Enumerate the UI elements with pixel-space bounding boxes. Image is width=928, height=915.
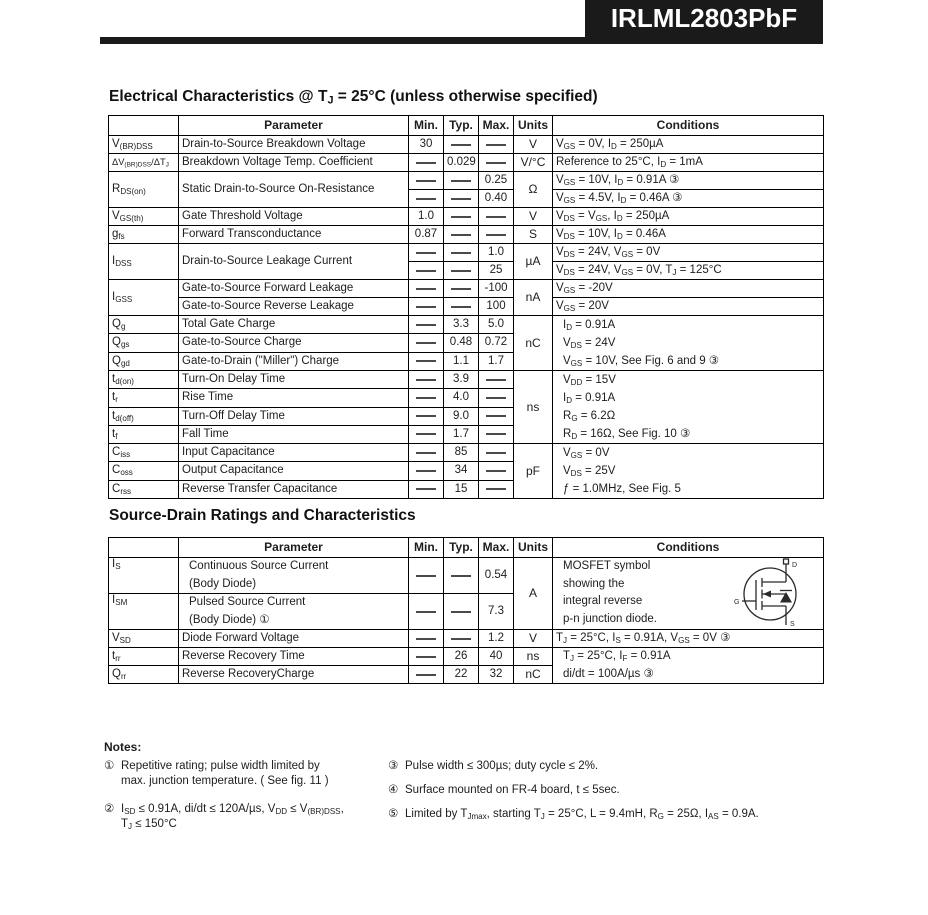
cell-line: $R_G = 6.2\Omega$ <box>563 410 616 423</box>
cell-num <box>409 444 444 462</box>
cell-num <box>409 334 444 352</box>
cell-num: 4.0 <box>444 389 479 407</box>
cell-unit: pF <box>514 444 553 499</box>
cell-par: Input Capacitance <box>179 444 409 462</box>
no-value-dash <box>486 415 506 417</box>
no-value-dash <box>416 433 436 435</box>
cell-num <box>409 172 444 190</box>
cell-line: $V_{GS} = 10V$, See Fig. 6 and 9 ③ <box>563 355 720 368</box>
table-row <box>109 208 824 226</box>
cell-num: 9.0 <box>444 407 479 425</box>
cell-num <box>444 630 479 648</box>
cell-num: 0.48 <box>444 334 479 352</box>
no-value-dash <box>451 198 471 200</box>
cell-sym: $g_{fs}$ <box>109 226 179 244</box>
cell-unit: V <box>514 136 553 154</box>
cell-line: $T_J = 25^\circ C$, $I_F = 0.91A$ <box>563 650 671 663</box>
no-value-dash <box>486 397 506 399</box>
cell-cond <box>553 558 824 630</box>
cell-sym: $\Delta V_{(BR)DSS}/\Delta T_J$ <box>109 154 179 172</box>
no-value-dash <box>451 180 471 182</box>
cell-par: Gate-to-Source Forward Leakage <box>179 280 409 298</box>
no-value-dash <box>451 234 471 236</box>
footnote-line: $I_{SD} \le 0.91A$, di/dt ≤ 120A/µs, $V_{DD} \le V_{(BR)DSS}$, <box>121 803 344 816</box>
cell-sym: $C_{rss}$ <box>109 480 179 498</box>
cell-num <box>444 280 479 298</box>
footnote <box>388 807 858 822</box>
cell-cond: Reference to 25°C, $I_D = 1mA$ <box>553 154 824 172</box>
cell-num: 5.0 <box>479 316 514 334</box>
footnote-text <box>121 759 329 789</box>
no-value-dash <box>416 360 436 362</box>
mosfet-gate-label: G <box>734 599 740 606</box>
cell-par: Rise Time <box>179 389 409 407</box>
table-row <box>109 298 824 316</box>
no-value-dash <box>416 306 436 308</box>
cell-cond: $V_{GS} = 4.5V$, $I_D = 0.46A$ ③ <box>553 190 824 208</box>
cell-num <box>479 154 514 172</box>
cell-line: di/dt = 100A/µs ③ <box>563 667 654 680</box>
no-value-dash <box>451 638 471 640</box>
footnote-line: Surface mounted on FR-4 board, t ≤ 5sec. <box>405 784 620 796</box>
cell-num <box>479 425 514 443</box>
no-value-dash <box>416 415 436 417</box>
cell-line: $V_{DS} = 25V$ <box>563 465 616 478</box>
table-row <box>109 444 824 462</box>
footnote <box>388 759 858 774</box>
table-row <box>109 136 824 154</box>
no-value-dash <box>416 252 436 254</box>
table-row <box>109 244 824 262</box>
cell-num: 0.87 <box>409 226 444 244</box>
header-rule <box>100 37 823 44</box>
footnote <box>388 783 858 798</box>
cell-num <box>444 172 479 190</box>
column-header: Max. <box>479 538 514 558</box>
cell-sym: $t_{rr}$ <box>109 648 179 666</box>
cell-sym: $t_f$ <box>109 425 179 443</box>
cell-num <box>479 389 514 407</box>
no-value-dash <box>416 575 436 577</box>
section-title-electrical: Electrical Characteristics @ $T_J = 25^\circ C$ (unless otherwise specified) <box>109 88 598 107</box>
cell-line: $V_{DD} = 15V$ <box>563 374 616 387</box>
no-value-dash <box>416 342 436 344</box>
column-header: Units <box>514 538 553 558</box>
no-value-dash <box>451 611 471 613</box>
cell-line: (Body Diode) <box>189 577 257 590</box>
cell-num: 3.3 <box>444 316 479 334</box>
no-value-dash <box>416 611 436 613</box>
table-row <box>109 316 824 334</box>
table-row <box>109 558 824 594</box>
cell-line: ƒ = 1.0MHz, See Fig. 5 <box>563 483 681 495</box>
cell-unit: nC <box>514 666 553 684</box>
cell-line: $V_{GS} = 0V$ <box>563 447 610 460</box>
cell-par: Forward Transconductance <box>179 226 409 244</box>
cell-num: -100 <box>479 280 514 298</box>
cell-num <box>409 154 444 172</box>
mosfet-symbol-icon <box>730 558 818 628</box>
column-header: Conditions <box>553 538 824 558</box>
footnote-line: $T_J \le 150^\circ C$ <box>121 818 177 831</box>
cell-line: p-n junction diode. <box>563 612 657 625</box>
no-value-dash <box>486 433 506 435</box>
no-value-dash <box>486 234 506 236</box>
footnote-text <box>121 802 344 832</box>
cell-sym: $V_{GS(th)}$ <box>109 208 179 226</box>
notes-column-left <box>104 759 404 845</box>
footnote-line: Repetitive rating; pulse width limited by <box>121 760 320 772</box>
cell-num: 1.2 <box>479 630 514 648</box>
cell-sym: $I_{GSS}$ <box>109 280 179 316</box>
column-header: Min. <box>409 538 444 558</box>
column-header: Max. <box>479 116 514 136</box>
cell-cond: $V_{GS} = 20V$ <box>553 298 824 316</box>
cell-num: 1.7 <box>444 425 479 443</box>
no-value-dash <box>486 379 506 381</box>
cell-num: 34 <box>444 462 479 480</box>
cell-num <box>444 136 479 154</box>
cell-num <box>444 226 479 244</box>
cell-num: 22 <box>444 666 479 684</box>
cell-cond: $V_{GS} = 10V$, $I_D = 0.91A$ ③ <box>553 172 824 190</box>
cell-par: Gate-to-Drain ("Miller") Charge <box>179 352 409 370</box>
cell-num <box>409 316 444 334</box>
footnote-number: ④ <box>388 784 399 796</box>
cell-num: 0.029 <box>444 154 479 172</box>
cell-num <box>409 190 444 208</box>
cell-num: 40 <box>479 648 514 666</box>
cell-num <box>409 648 444 666</box>
source-drain-table <box>108 537 824 684</box>
cell-par: Fall Time <box>179 425 409 443</box>
cell-num <box>444 208 479 226</box>
cell-sym: $I_S$ <box>109 558 179 594</box>
cell-unit: A <box>514 558 553 630</box>
footnote-line: max. junction temperature. ( See fig. 11 ) <box>121 775 329 787</box>
cell-unit: S <box>514 226 553 244</box>
cell-num <box>479 208 514 226</box>
cell-par: Gate-to-Source Reverse Leakage <box>179 298 409 316</box>
cell-num <box>479 444 514 462</box>
cell-num <box>409 666 444 684</box>
cell-num: 30 <box>409 136 444 154</box>
column-header: Typ. <box>444 538 479 558</box>
cell-num <box>479 371 514 389</box>
cell-par: Turn-On Delay Time <box>179 371 409 389</box>
mosfet-drain-label: D <box>792 562 798 569</box>
cell-num <box>409 298 444 316</box>
table-row <box>109 630 824 648</box>
cell-unit: V <box>514 630 553 648</box>
cell-unit: ns <box>514 648 553 666</box>
cell-num: 32 <box>479 666 514 684</box>
cell-num <box>409 594 444 630</box>
no-value-dash <box>416 638 436 640</box>
cell-sym: $V_{SD}$ <box>109 630 179 648</box>
footnote-line: Limited by $T_{Jmax}$, starting $T_J = 25^\circ C$, L = 9.4mH, $R_G = 25\Omega$, $I_{AS} = 0.9A$. <box>405 808 759 821</box>
cell-par <box>179 594 409 630</box>
cell-unit: V/°C <box>514 154 553 172</box>
no-value-dash <box>451 306 471 308</box>
cell-num <box>479 136 514 154</box>
cell-cond <box>553 371 824 444</box>
cell-num: 1.1 <box>444 352 479 370</box>
cell-sym: $Q_{gs}$ <box>109 334 179 352</box>
cell-sym: $Q_{rr}$ <box>109 666 179 684</box>
cell-num <box>409 262 444 280</box>
column-header <box>109 538 179 558</box>
cell-sym: $R_{DS(on)}$ <box>109 172 179 208</box>
cell-num: 7.3 <box>479 594 514 630</box>
table-header-row <box>109 116 824 136</box>
cell-num: 1.0 <box>409 208 444 226</box>
cell-par: Diode Forward Voltage <box>179 630 409 648</box>
cell-num <box>409 558 444 594</box>
mosfet-source-label: S <box>790 621 795 628</box>
cell-num <box>444 244 479 262</box>
cell-sym: $t_{d(on)}$ <box>109 371 179 389</box>
cell-par: Reverse RecoveryCharge <box>179 666 409 684</box>
cell-num: 25 <box>479 262 514 280</box>
cell-num: 26 <box>444 648 479 666</box>
cell-cond: $V_{DS} = 24V$, $V_{GS} = 0V$ <box>553 244 824 262</box>
cell-num <box>444 594 479 630</box>
cell-line: MOSFET symbol <box>563 560 651 572</box>
table-row <box>109 172 824 190</box>
no-value-dash <box>451 144 471 146</box>
no-value-dash <box>451 288 471 290</box>
cell-num: 100 <box>479 298 514 316</box>
cell-sym: $t_r$ <box>109 389 179 407</box>
cell-sym: $C_{oss}$ <box>109 462 179 480</box>
cell-sym: $t_{d(off)}$ <box>109 407 179 425</box>
cell-unit: µA <box>514 244 553 280</box>
cell-line: $V_{DS} = 24V$ <box>563 337 616 350</box>
cell-num: 0.25 <box>479 172 514 190</box>
cell-sym: $Q_{gd}$ <box>109 352 179 370</box>
cell-num <box>479 462 514 480</box>
no-value-dash <box>486 488 506 490</box>
cell-line: $I_D = 0.91A$ <box>563 319 616 332</box>
table-header-row <box>109 538 824 558</box>
cell-unit: nC <box>514 316 553 371</box>
cell-num <box>444 262 479 280</box>
cell-num: 1.7 <box>479 352 514 370</box>
cell-num <box>409 280 444 298</box>
cell-par: Turn-Off Delay Time <box>179 407 409 425</box>
cell-num: 1.0 <box>479 244 514 262</box>
no-value-dash <box>451 252 471 254</box>
footnote-number: ③ <box>388 760 399 772</box>
no-value-dash <box>416 198 436 200</box>
cell-num: 85 <box>444 444 479 462</box>
table-row <box>109 371 824 389</box>
column-header <box>109 116 179 136</box>
no-value-dash <box>416 452 436 454</box>
cell-num: 0.72 <box>479 334 514 352</box>
cell-num <box>479 407 514 425</box>
cell-line: integral reverse <box>563 595 643 607</box>
cell-cond: $T_J = 25^\circ C$, $I_S = 0.91A$, $V_{GS} = 0V$ ③ <box>553 630 824 648</box>
cell-num <box>409 480 444 498</box>
no-value-dash <box>416 379 436 381</box>
cell-line: Pulsed Source Current <box>189 596 306 608</box>
cell-num: 15 <box>444 480 479 498</box>
part-number-box <box>585 0 823 37</box>
cell-num <box>409 389 444 407</box>
column-header: Min. <box>409 116 444 136</box>
cell-cond <box>553 316 824 371</box>
no-value-dash <box>416 288 436 290</box>
cell-num <box>409 407 444 425</box>
cell-num <box>444 298 479 316</box>
notes-title: Notes: <box>104 740 142 754</box>
cell-unit: ns <box>514 371 553 444</box>
cell-line: (Body Diode) ① <box>189 613 270 626</box>
column-header: Typ. <box>444 116 479 136</box>
no-value-dash <box>416 397 436 399</box>
cell-cond <box>553 648 824 684</box>
cell-num <box>444 190 479 208</box>
cell-par: Static Drain-to-Source On-Resistance <box>179 172 409 208</box>
no-value-dash <box>416 656 436 658</box>
cell-cond <box>553 444 824 499</box>
cell-line: Continuous Source Current <box>189 560 329 572</box>
cell-cond: $V_{DS} = V_{GS}$, $I_D = 250\mu A$ <box>553 208 824 226</box>
column-header: Parameter <box>179 116 409 136</box>
cell-par: Total Gate Charge <box>179 316 409 334</box>
cell-num <box>409 244 444 262</box>
cell-line: $R_D = 16\Omega$, See Fig. 10 ③ <box>563 428 691 441</box>
footnote <box>104 802 404 832</box>
footnote-number: ② <box>104 803 115 815</box>
cell-sym: $Q_g$ <box>109 316 179 334</box>
cell-par <box>179 558 409 594</box>
footnote <box>104 759 404 789</box>
column-header: Units <box>514 116 553 136</box>
cell-sym: $V_{(BR)DSS}$ <box>109 136 179 154</box>
no-value-dash <box>416 162 436 164</box>
cell-par: Drain-to-Source Leakage Current <box>179 244 409 280</box>
footnote-line: Pulse width ≤ 300µs; duty cycle ≤ 2%. <box>405 760 599 772</box>
no-value-dash <box>486 452 506 454</box>
cell-par: Gate-to-Source Charge <box>179 334 409 352</box>
no-value-dash <box>416 270 436 272</box>
no-value-dash <box>486 470 506 472</box>
cell-num: 0.54 <box>479 558 514 594</box>
cell-par: Reverse Transfer Capacitance <box>179 480 409 498</box>
notes-column-right <box>388 759 858 831</box>
no-value-dash <box>451 216 471 218</box>
cell-cond: $V_{GS} = -20V$ <box>553 280 824 298</box>
table-row <box>109 280 824 298</box>
footnote-text <box>405 759 598 774</box>
cell-par: Drain-to-Source Breakdown Voltage <box>179 136 409 154</box>
table-header-row <box>109 538 824 558</box>
cell-sym: $C_{iss}$ <box>109 444 179 462</box>
no-value-dash <box>416 324 436 326</box>
footnote-text <box>405 783 620 798</box>
no-value-dash <box>486 144 506 146</box>
cell-sym: $I_{DSS}$ <box>109 244 179 280</box>
table-header-row <box>109 116 824 136</box>
cell-unit: V <box>514 208 553 226</box>
no-value-dash <box>416 674 436 676</box>
cell-num <box>479 226 514 244</box>
no-value-dash <box>416 488 436 490</box>
no-value-dash <box>451 575 471 577</box>
cell-num <box>409 371 444 389</box>
no-value-dash <box>451 270 471 272</box>
cell-line: $I_D = 0.91A$ <box>563 392 616 405</box>
cell-num <box>409 352 444 370</box>
cell-num <box>409 630 444 648</box>
no-value-dash <box>486 162 506 164</box>
cell-par: Breakdown Voltage Temp. Coefficient <box>179 154 409 172</box>
no-value-dash <box>416 180 436 182</box>
cell-sym: $I_{SM}$ <box>109 594 179 630</box>
cell-cond: $V_{DS} = 24V$, $V_{GS} = 0V$, $T_J = 125^\circ C$ <box>553 262 824 280</box>
cell-line: showing the <box>563 577 625 590</box>
cell-par: Output Capacitance <box>179 462 409 480</box>
table-row <box>109 648 824 666</box>
no-value-dash <box>486 216 506 218</box>
footnote-number: ① <box>104 760 115 772</box>
cell-cond: $V_{GS} = 0V$, $I_D = 250\mu A$ <box>553 136 824 154</box>
footnote-text <box>405 807 759 822</box>
column-header: Conditions <box>553 116 824 136</box>
column-header: Parameter <box>179 538 409 558</box>
cell-unit: Ω <box>514 172 553 208</box>
cell-num: 0.40 <box>479 190 514 208</box>
cell-num: 3.9 <box>444 371 479 389</box>
cell-num <box>409 462 444 480</box>
part-number: IRLML2803PbF <box>610 3 798 33</box>
cell-par: Gate Threshold Voltage <box>179 208 409 226</box>
table-row <box>109 154 824 172</box>
cell-par: Reverse Recovery Time <box>179 648 409 666</box>
footnote-number: ⑤ <box>388 808 399 820</box>
cell-unit: nA <box>514 280 553 316</box>
cell-num <box>409 425 444 443</box>
no-value-dash <box>416 470 436 472</box>
electrical-characteristics-table <box>108 115 824 499</box>
section-title-source-drain: Source-Drain Ratings and Characteristics <box>109 507 416 524</box>
cell-num <box>479 480 514 498</box>
cell-cond: $V_{DS} = 10V$, $I_D = 0.46A$ <box>553 226 824 244</box>
cell-num <box>444 558 479 594</box>
table-row <box>109 226 824 244</box>
